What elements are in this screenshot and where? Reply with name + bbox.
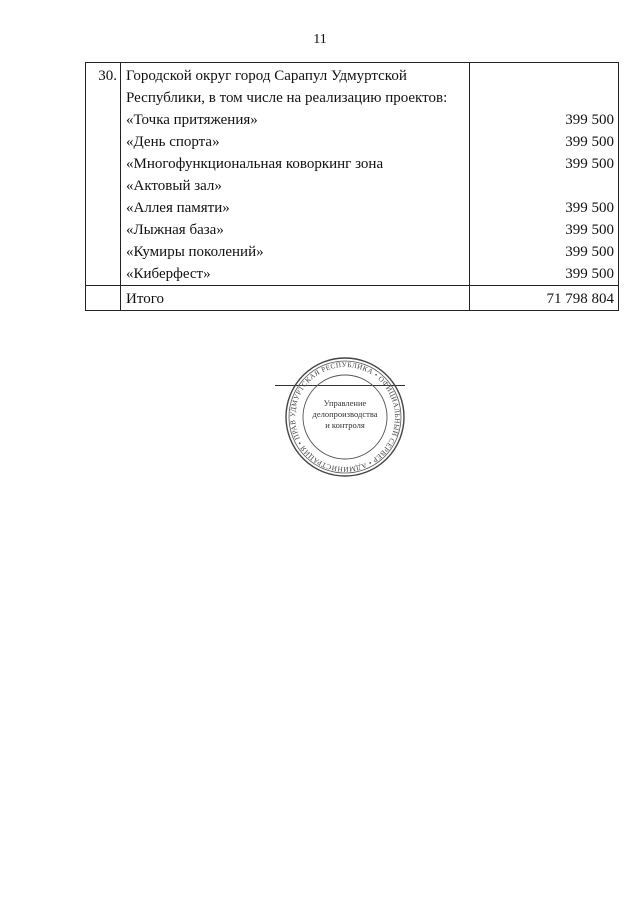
project-name-3a: «Многофункциональная коворкинг зона <box>126 156 384 172</box>
document-table <box>85 62 619 311</box>
table-row-total <box>86 286 619 311</box>
total-amount: 71 798 804 <box>470 286 619 311</box>
row-heading-line-2: Республики, в том числе на реализацию проектов: <box>126 90 448 106</box>
seal-stamp-icon <box>275 355 415 480</box>
row-name-cell <box>121 63 470 286</box>
project-amount-5: 399 500 <box>565 222 614 238</box>
project-amount-1: 399 500 <box>565 112 614 128</box>
project-amount-7: 399 500 <box>565 266 614 282</box>
project-name-7: «Киберфест» <box>126 266 211 282</box>
official-seal <box>275 355 415 480</box>
project-amount-2: 399 500 <box>565 134 614 150</box>
row-amount-cell <box>470 63 619 286</box>
total-label: Итого <box>121 286 470 311</box>
seal-center-line-3: и контроля <box>325 420 365 430</box>
project-name-5: «Лыжная база» <box>126 222 224 238</box>
seal-center-line-1: Управление <box>323 398 367 408</box>
table-row-30 <box>86 63 619 286</box>
project-name-6: «Кумиры поколений» <box>126 244 264 260</box>
seal-ring-text: УДМУРТСКАЯ РЕСПУБЛИКА • ОФИЦИАЛЬНЫЙ СЕРВЕР • АДМИНИСТРАЦИЯ • ПРАВ <box>288 360 402 474</box>
project-name-2: «День спорта» <box>126 134 220 150</box>
project-name-1: «Точка притяжения» <box>126 112 258 128</box>
seal-center-line-2: делопроизводства <box>312 409 378 419</box>
page-number: 11 <box>313 32 327 47</box>
project-name-3b: «Актовый зал» <box>126 178 222 194</box>
row-number: 30. <box>86 63 121 286</box>
project-amount-3: 399 500 <box>565 156 614 172</box>
project-amount-4: 399 500 <box>565 200 614 216</box>
row-heading-line-1: Городской округ город Сарапул Удмуртской <box>126 68 407 84</box>
project-amount-6: 399 500 <box>565 244 614 260</box>
project-name-4: «Аллея памяти» <box>126 200 230 216</box>
